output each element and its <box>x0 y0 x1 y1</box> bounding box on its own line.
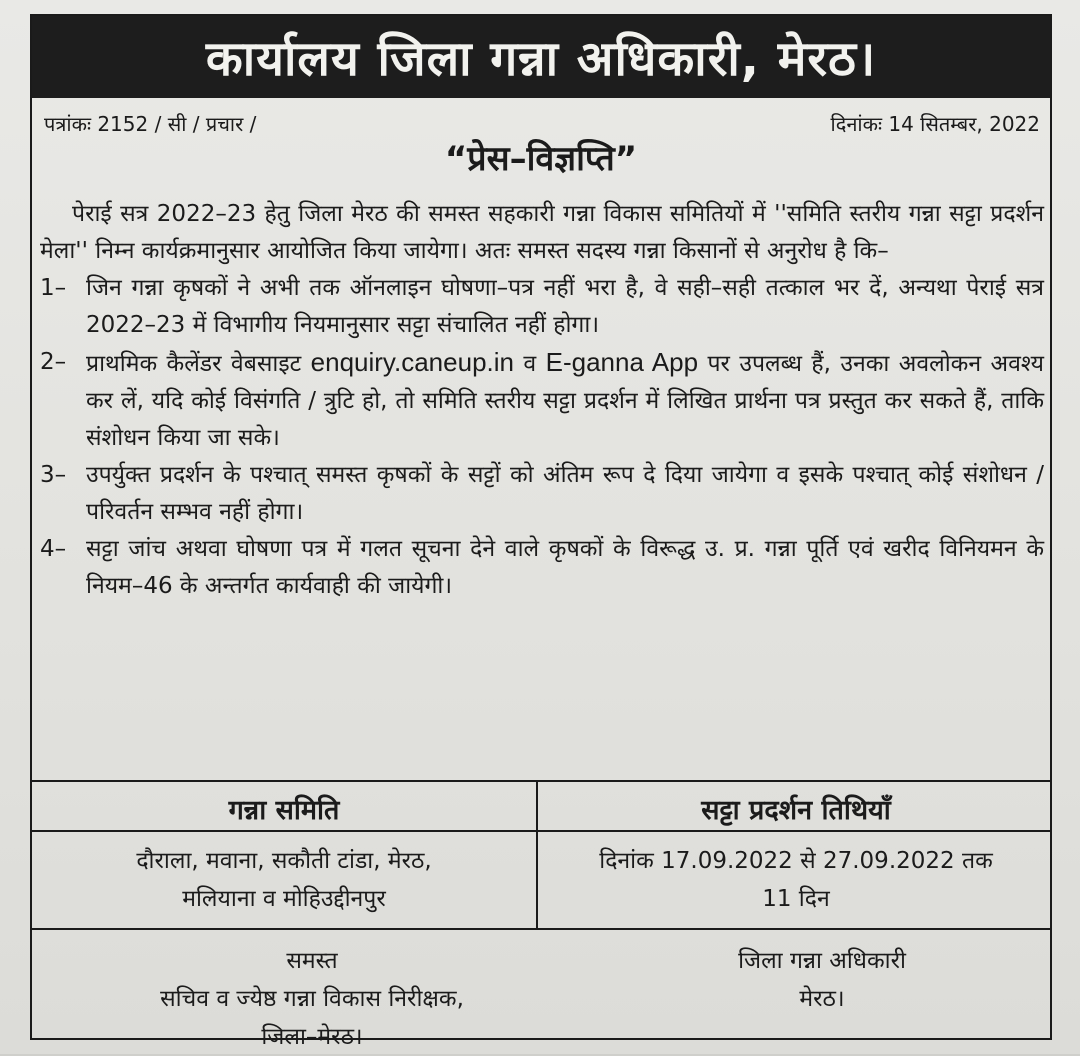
website-url: enquiry.caneup.in <box>310 347 514 377</box>
point-number: 3– <box>40 462 67 488</box>
society-names-cell <box>38 842 530 918</box>
display-dates-cell <box>542 842 1050 918</box>
header-cane-society: गन्ना समिति <box>228 795 340 826</box>
point-text-part: पर उपलब्ध हैं, उनका अवलोकन अवश्य कर लें, यदि कोई विसंगति / त्रुटि हो, तो समिति स्तरीय सट्टा प्रदर्शन में लिखित प्रार्थना पत्र प्रस्तुत कर सकते हैं, ताकि संशोधन किया जा सके। <box>86 351 1044 451</box>
point-text <box>86 344 1044 457</box>
point-text: जिन गन्ना कृषकों ने अभी तक ऑनलाइन घोषणा–पत्र नहीं भरा है, वे सही–सही तत्काल भर दें, अन्यथा पेराई सत्र 2022–23 में विभागीय नियमानुसार सट्टा संचालित नहीं होगा। <box>86 275 1044 338</box>
press-notice-box <box>30 14 1052 1050</box>
schedule-table <box>32 780 1050 930</box>
point-text-part: प्राथमिक कैलेंडर वेबसाइट <box>86 351 311 377</box>
point-text: उपर्युक्त प्रदर्शन के पश्चात् समस्त कृषकों के सट्टों को अंतिम रूप दे दिया जायेगा व इसके पश्चात् कोई संशोधन / परिवर्तन सम्भव नहीं होगा। <box>86 462 1044 525</box>
point-number: 4– <box>40 536 67 562</box>
recipients-line: समस्त <box>286 948 338 974</box>
day-count: 11 दिन <box>762 886 830 912</box>
society-names-line: मलियाना व मोहिउद्दीनपुर <box>182 886 386 912</box>
point-3 <box>40 457 1044 531</box>
notice-body <box>40 196 1044 605</box>
issuer-signature-block <box>632 942 1012 1018</box>
office-title: कार्यालय जिला गन्ना अधिकारी, मेरठ। <box>205 30 877 87</box>
point-4 <box>40 531 1044 605</box>
issuer-location: मेरठ। <box>799 986 845 1012</box>
recipients-block <box>52 942 572 1056</box>
recipients-line: सचिव व ज्येष्ठ गन्ना विकास निरीक्षक, <box>160 986 464 1012</box>
society-names-line: दौराला, मवाना, सकौती टांडा, मेरठ, <box>136 848 432 874</box>
recipients-line: जिला–मेरठ। <box>261 1024 363 1050</box>
issuer-designation: जिला गन्ना अधिकारी <box>738 948 906 974</box>
press-release-title: “प्रेस–विज्ञप्ति” <box>444 139 638 179</box>
reference-number: पत्रांकः 2152 / सी / प्रचार / <box>44 112 257 136</box>
point-text-part: व <box>513 351 546 377</box>
notice-date: दिनांकः 14 सितम्बर, 2022 <box>830 112 1040 136</box>
point-text: सट्टा जांच अथवा घोषणा पत्र में गलत सूचना देने वाले कृषकों के विरूद्ध उ. प्र. गन्ना पूर्ति एवं खरीद विनियमन के नियम–46 के अन्तर्गत कार्यवाही की जायेगी। <box>86 536 1044 599</box>
point-1 <box>40 270 1044 344</box>
table-row-divider <box>32 830 1050 832</box>
point-number: 1– <box>40 275 67 301</box>
intro-paragraph: पेराई सत्र 2022–23 हेतु जिला मेरठ की समस्त सहकारी गन्ना विकास समितियों में ''समिति स्तरीय गन्ना सट्टा प्रदर्शन मेला'' निम्न कार्यक्रमानुसार आयोजित किया जायेगा। अतः समस्त सदस्य गन्ना किसानों से अनुरोध है कि– <box>40 201 1044 264</box>
reference-row <box>32 100 1050 136</box>
point-number: 2– <box>40 349 67 375</box>
header-display-dates: सट्टा प्रदर्शन तिथियाँ <box>701 795 891 826</box>
office-title-banner <box>32 16 1050 98</box>
app-name: E-ganna App <box>545 347 699 377</box>
date-range: दिनांक 17.09.2022 से 27.09.2022 तक <box>599 848 993 874</box>
point-2 <box>40 344 1044 457</box>
